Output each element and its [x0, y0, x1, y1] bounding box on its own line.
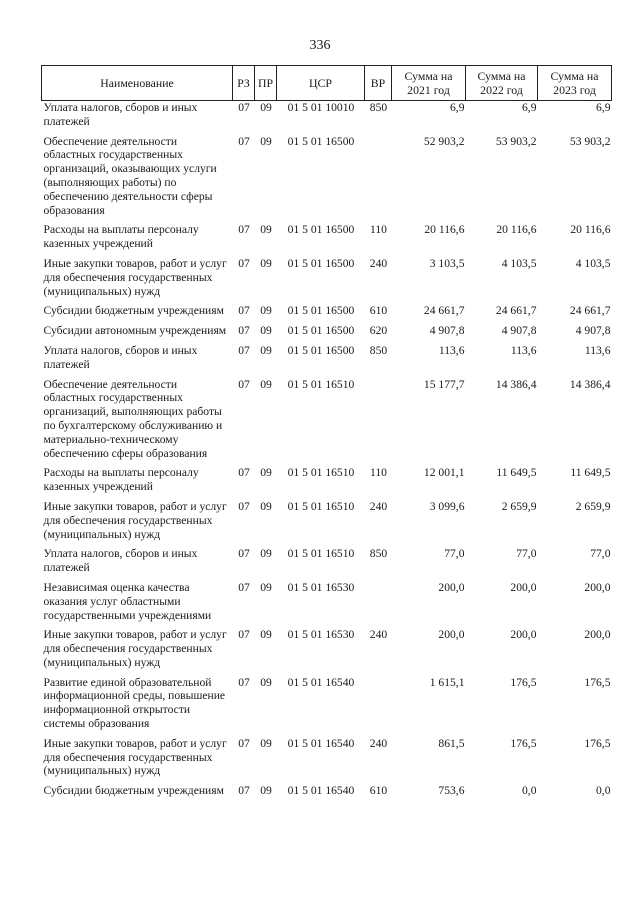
row-csr: 01 5 01 16540: [287, 736, 355, 750]
row-rz: 07: [238, 256, 250, 270]
row-name: Субсидии бюджетным учреждениям: [43, 304, 224, 318]
row-sum-2023: 176,5: [584, 675, 611, 689]
table-row: [42, 784, 612, 804]
row-pr: 09: [260, 499, 272, 513]
row-sum-2022: 176,5: [510, 736, 537, 750]
row-csr: 01 5 01 16540: [287, 675, 355, 689]
table-header-row: [42, 66, 612, 101]
row-sum-2023: 20 116,6: [570, 223, 611, 237]
row-name: Обеспечение деятельности областных государственных организаций, оказывающих услуги (выполняющих работы) по обеспечению деятельности сферы образования: [43, 134, 217, 217]
row-vr: 610: [369, 784, 388, 798]
row-pr: 09: [260, 377, 272, 391]
row-sum-2023: 113,6: [584, 343, 611, 357]
row-sum-2021: 200,0: [438, 580, 465, 594]
row-vr: 240: [369, 736, 388, 750]
table-row: [42, 304, 612, 324]
row-csr: 01 5 01 16510: [287, 466, 355, 480]
row-vr: 240: [369, 628, 388, 642]
row-sum-2021: 113,6: [438, 343, 465, 357]
row-name: Иные закупки товаров, работ и услуг для обеспечения государственных (муниципальных) нужд: [43, 736, 227, 778]
row-name: Уплата налогов, сборов и иных платежей: [43, 547, 198, 575]
row-pr: 09: [260, 580, 272, 594]
row-sum-2021: 24 661,7: [423, 304, 465, 318]
page-number: 336: [309, 38, 331, 53]
row-sum-2023: 200,0: [584, 580, 611, 594]
row-sum-2021: 15 177,7: [423, 377, 465, 391]
table-row: [42, 676, 612, 737]
row-csr: 01 5 01 16530: [287, 580, 355, 594]
row-sum-2021: 753,6: [438, 784, 465, 798]
budget-table: [41, 65, 612, 804]
row-name: Расходы на выплаты персоналу казенных учреждений: [43, 466, 199, 494]
table-row: [42, 466, 612, 500]
header-sum-2022: Сумма на 2022 год: [466, 66, 538, 101]
row-csr: 01 5 01 16510: [287, 499, 355, 513]
row-rz: 07: [238, 736, 250, 750]
row-csr: 01 5 01 16500: [287, 343, 355, 357]
row-vr: 850: [369, 343, 388, 357]
row-sum-2022: 53 903,2: [495, 134, 537, 148]
header-sum-2023: Сумма на 2023 год: [538, 66, 612, 101]
table-row: [42, 737, 612, 784]
table-row: [42, 628, 612, 675]
row-name: Развитие единой образовательной информационной среды, повышение информационной открытости системы образования: [43, 675, 226, 731]
row-sum-2022: 4 103,5: [501, 256, 537, 270]
row-name: Субсидии автономным учреждениям: [43, 324, 227, 338]
table-row: [42, 378, 612, 467]
row-sum-2021: 4 907,8: [429, 324, 465, 338]
row-pr: 09: [260, 784, 272, 798]
row-vr: 110: [370, 223, 387, 237]
row-sum-2022: 4 907,8: [501, 324, 537, 338]
row-vr: [365, 378, 392, 467]
row-rz: 07: [238, 101, 250, 114]
row-sum-2023: 4 907,8: [575, 324, 611, 338]
row-vr: 110: [370, 466, 387, 480]
row-rz: 07: [238, 304, 250, 318]
row-rz: 07: [238, 580, 250, 594]
row-vr: 610: [369, 304, 388, 318]
header-pr: ПР: [255, 66, 277, 101]
row-rz: 07: [238, 675, 250, 689]
row-sum-2022: 2 659,9: [501, 499, 537, 513]
row-name: Уплата налогов, сборов и иных платежей: [43, 101, 198, 128]
table-row: [42, 500, 612, 547]
row-sum-2023: 6,9: [596, 101, 611, 114]
row-name: Независимая оценка качества оказания услуг областными государственными учреждениями: [43, 580, 212, 622]
row-pr: 09: [260, 466, 272, 480]
row-sum-2022: 6,9: [522, 101, 537, 114]
header-csr: ЦСР: [277, 66, 365, 101]
row-rz: 07: [238, 628, 250, 642]
header-name: Наименование: [42, 66, 233, 101]
row-sum-2021: 3 103,5: [429, 256, 465, 270]
row-pr: 09: [260, 343, 272, 357]
row-sum-2021: 52 903,2: [423, 134, 465, 148]
row-vr: 240: [369, 256, 388, 270]
row-sum-2023: 0,0: [596, 784, 611, 798]
row-csr: 01 5 01 16500: [287, 324, 355, 338]
row-vr: 850: [369, 547, 388, 561]
row-sum-2021: 1 615,1: [429, 675, 465, 689]
row-vr: [365, 135, 392, 224]
row-rz: 07: [238, 784, 250, 798]
row-sum-2023: 77,0: [590, 547, 611, 561]
row-pr: 09: [260, 101, 272, 114]
row-csr: 01 5 01 16500: [287, 223, 355, 237]
row-name: Уплата налогов, сборов и иных платежей: [43, 343, 198, 371]
row-sum-2021: 3 099,6: [429, 499, 465, 513]
row-sum-2021: 77,0: [444, 547, 465, 561]
row-pr: 09: [260, 223, 272, 237]
row-rz: 07: [238, 377, 250, 391]
row-name: Обеспечение деятельности областных государственных организаций, выполняющих работы по бухгалтерскому обслуживанию и материально-техническому обеспечению сферы образования: [43, 377, 223, 460]
row-sum-2022: 113,6: [510, 343, 537, 357]
row-pr: 09: [260, 324, 272, 338]
row-sum-2023: 24 661,7: [569, 304, 611, 318]
row-sum-2021: 12 001,1: [423, 466, 465, 480]
table-row: [42, 324, 612, 344]
row-sum-2023: 53 903,2: [569, 134, 611, 148]
row-sum-2021: 200,0: [438, 628, 465, 642]
row-rz: 07: [238, 466, 250, 480]
row-sum-2023: 2 659,9: [575, 499, 611, 513]
row-rz: 07: [238, 324, 250, 338]
row-name: Иные закупки товаров, работ и услуг для обеспечения государственных (муниципальных) нужд: [43, 256, 227, 298]
row-rz: 07: [238, 134, 250, 148]
row-pr: 09: [260, 675, 272, 689]
row-name: Субсидии бюджетным учреждениям: [43, 784, 224, 798]
row-sum-2022: 11 649,5: [496, 466, 537, 480]
row-pr: 09: [260, 134, 272, 148]
row-pr: 09: [260, 547, 272, 561]
row-sum-2022: 77,0: [516, 547, 537, 561]
header-sum-2021: Сумма на 2021 год: [392, 66, 466, 101]
row-rz: 07: [238, 547, 250, 561]
table-row: [42, 344, 612, 378]
row-vr: [365, 581, 392, 628]
row-pr: 09: [260, 304, 272, 318]
header-vr: ВР: [365, 66, 392, 101]
row-csr: 01 5 01 16500: [287, 256, 355, 270]
row-sum-2021: 861,5: [438, 736, 465, 750]
row-sum-2023: 11 649,5: [570, 466, 611, 480]
table-body: [42, 101, 612, 805]
row-sum-2022: 200,0: [510, 580, 537, 594]
row-sum-2023: 14 386,4: [569, 377, 611, 391]
row-sum-2021: 6,9: [450, 101, 465, 114]
row-sum-2023: 176,5: [584, 736, 611, 750]
row-pr: 09: [260, 628, 272, 642]
row-sum-2023: 4 103,5: [575, 256, 611, 270]
row-csr: 01 5 01 16500: [287, 304, 355, 318]
row-vr: [365, 676, 392, 737]
row-vr: 620: [369, 324, 388, 338]
table-row: [42, 581, 612, 628]
row-sum-2022: 200,0: [510, 628, 537, 642]
row-csr: 01 5 01 10010: [287, 101, 355, 114]
table-row: [42, 135, 612, 224]
row-rz: 07: [238, 343, 250, 357]
table-row: [42, 257, 612, 304]
row-rz: 07: [238, 223, 250, 237]
table-row: [42, 223, 612, 257]
row-sum-2022: 0,0: [522, 784, 537, 798]
row-name: Иные закупки товаров, работ и услуг для обеспечения государственных (муниципальных) нужд: [43, 499, 227, 541]
row-sum-2021: 20 116,6: [424, 223, 465, 237]
header-rz: РЗ: [233, 66, 255, 101]
row-name: Расходы на выплаты персоналу казенных учреждений: [43, 223, 199, 251]
row-csr: 01 5 01 16500: [287, 134, 355, 148]
row-sum-2022: 176,5: [510, 675, 537, 689]
row-csr: 01 5 01 16510: [287, 547, 355, 561]
row-pr: 09: [260, 736, 272, 750]
row-csr: 01 5 01 16510: [287, 377, 355, 391]
row-sum-2022: 24 661,7: [495, 304, 537, 318]
table-row: [42, 547, 612, 581]
row-sum-2023: 200,0: [584, 628, 611, 642]
row-vr: 850: [369, 101, 388, 114]
row-name: Иные закупки товаров, работ и услуг для обеспечения государственных (муниципальных) нужд: [43, 628, 227, 669]
row-rz: 07: [238, 499, 250, 513]
table-row: [42, 101, 612, 135]
row-pr: 09: [260, 256, 272, 270]
row-vr: 240: [369, 499, 388, 513]
row-csr: 01 5 01 16530: [287, 628, 355, 642]
row-csr: 01 5 01 16540: [287, 784, 355, 798]
row-sum-2022: 14 386,4: [495, 377, 537, 391]
row-sum-2022: 20 116,6: [496, 223, 537, 237]
